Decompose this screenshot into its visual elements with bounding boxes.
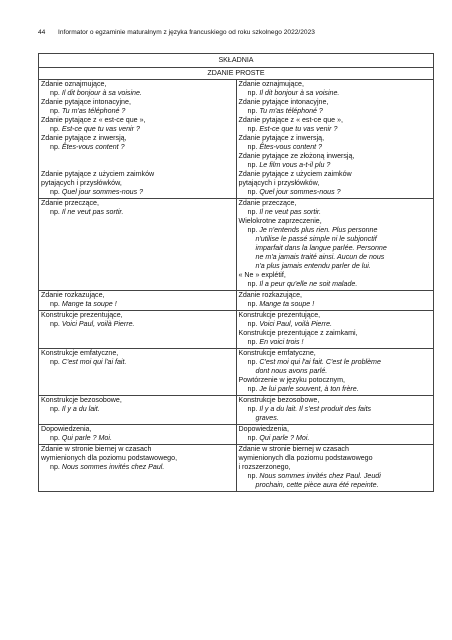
syntax-entry: [239, 116, 434, 134]
extended-level-cell: [236, 311, 434, 349]
category-label: Wielokrotne zaprzeczenie,: [238, 217, 322, 225]
example-line: np. Qui parle ? Moi.: [247, 434, 310, 442]
example-line: np. Il ne veut pas sortir.: [247, 208, 321, 216]
header-title: Informator o egzaminie maturalnym z języka francuskiego od roku szkolnego 2022/2023: [58, 29, 315, 36]
basic-level-cell: [39, 396, 237, 425]
syntax-entry: [239, 152, 434, 170]
basic-level-cell: [39, 199, 237, 291]
example-line: np. Je n'entends plus rien. Plus personne: [247, 226, 378, 234]
syntax-entry: [41, 396, 236, 414]
syntax-entry: [41, 425, 236, 443]
category-label: Zdanie oznajmujące,: [238, 80, 304, 88]
extended-level-cell: [236, 349, 434, 396]
example-line: graves.: [255, 414, 279, 422]
example-line: np. C'est moi qui l'ai fait.: [50, 358, 127, 366]
example-line: np. C'est moi qui l'ai fait. C'est le problème: [247, 358, 381, 366]
category-label: « Ne » explétif,: [238, 271, 286, 279]
syntax-entry: [41, 311, 236, 329]
basic-level-cell: [39, 311, 237, 349]
syntax-entry: [239, 134, 434, 152]
syntax-entry: [239, 445, 434, 490]
syntax-entry: [239, 80, 434, 98]
example-line: np. Êtes-vous content ?: [247, 143, 323, 151]
syntax-entry: [41, 291, 236, 309]
example-line: np. Mange ta soupe !: [247, 300, 315, 308]
extended-level-cell: [236, 396, 434, 425]
basic-level-cell: [39, 445, 237, 492]
syntax-table: [38, 53, 434, 492]
syntax-entry: [239, 217, 434, 271]
example-line: prochain, cette pièce aura été repeinte.: [255, 481, 379, 489]
table-row: [39, 80, 434, 199]
category-label: Zdanie pytające intonacyjne,: [238, 98, 329, 106]
basic-level-cell: [39, 291, 237, 311]
category-label: [41, 161, 236, 170]
basic-level-cell: [39, 349, 237, 396]
example-line: np. Tu m'as téléphoné ?: [50, 107, 126, 115]
syntax-entry: [239, 311, 434, 329]
extended-level-cell: [236, 199, 434, 291]
category-label: Zdanie pytające intonacyjne,: [41, 98, 131, 106]
category-label: Konstrukcje prezentujące,: [41, 311, 123, 319]
example-line: np. Est-ce que tu vas venir ?: [50, 125, 140, 133]
syntax-entry: [239, 98, 434, 116]
example-line: np. Nous sommes invités chez Paul. Jeudi: [247, 472, 381, 480]
category-label: Zdanie przeczące,: [238, 199, 297, 207]
example-line: np. Il dit bonjour à sa voisine.: [247, 89, 340, 97]
example-line: np. Nous sommes invités chez Paul.: [50, 463, 165, 471]
syntax-entry: [239, 425, 434, 443]
syntax-entry: [41, 445, 236, 472]
page-number: 44: [38, 29, 46, 36]
syntax-entry: [239, 199, 434, 217]
example-line: np. Il y a du lait. Il s'est produit des faits: [247, 405, 372, 413]
category-label: Konstrukcje bezosobowe,: [238, 396, 320, 404]
syntax-entry: [239, 396, 434, 423]
example-line: np. Voici Paul, voilà Pierre.: [247, 320, 333, 328]
extended-level-cell: [236, 80, 434, 199]
basic-level-cell: [39, 425, 237, 445]
category-label: [41, 152, 236, 161]
example-line: np. Il dit bonjour à sa voisine.: [50, 89, 142, 97]
category-label: Konstrukcje prezentujące z zaimkami,: [238, 329, 358, 337]
category-label: Zdanie przeczące,: [41, 199, 99, 207]
basic-level-cell: [39, 80, 237, 199]
example-line: np. En voici trois !: [247, 338, 304, 346]
example-line: np. Qui parle ? Moi.: [50, 434, 112, 442]
example-line: dont nous avons parlé.: [255, 367, 328, 375]
category-label: Zdanie pytające z użyciem zaimków: [238, 170, 352, 178]
table-row: [39, 396, 434, 425]
syntax-entry: [239, 170, 434, 197]
category-label: Zdanie rozkazujące,: [41, 291, 105, 299]
category-label: wymienionych dla poziomu podstawowego: [238, 454, 373, 462]
table-row: [39, 445, 434, 492]
category-label: wymienionych dla poziomu podstawowego,: [41, 454, 178, 462]
category-label: Zdanie pytające z inwersją,: [41, 134, 127, 142]
category-label: Konstrukcje prezentujące,: [238, 311, 321, 319]
syntax-entry: [41, 170, 236, 197]
category-label: Konstrukcje emfatyczne,: [41, 349, 119, 357]
table-row: [39, 425, 434, 445]
example-line: np. Il a peur qu'elle ne soit malade.: [247, 280, 358, 288]
category-label: Zdanie pytające z użyciem zaimków: [41, 170, 155, 178]
syntax-entry: [239, 291, 434, 309]
syntax-entry: [239, 376, 434, 394]
table-subtitle: ZDANIE PROSTE: [39, 68, 434, 80]
category-label: Zdanie pytające z inwersją,: [238, 134, 325, 142]
example-line: ne m'a jamais traité ainsi. Aucun de nous: [255, 253, 385, 261]
example-line: np. Il ne veut pas sortir.: [50, 208, 124, 216]
example-line: np. Est-ce que tu vas venir ?: [247, 125, 338, 133]
example-line: np. Mange ta soupe !: [50, 300, 117, 308]
example-line: np. Voici Paul, voilà Pierre.: [50, 320, 135, 328]
table-row: [39, 291, 434, 311]
syntax-entry: [239, 349, 434, 376]
category-label: Dopowiedzenia,: [238, 425, 289, 433]
category-label: Konstrukcje emfatyczne,: [238, 349, 316, 357]
category-label: pytających i przysłówków,: [238, 179, 320, 187]
example-line: imparfait dans la langue parlée. Personne: [255, 244, 387, 252]
extended-level-cell: [236, 445, 434, 492]
example-line: np. Êtes-vous content ?: [50, 143, 125, 151]
table-body: [39, 80, 434, 492]
category-label: Zdanie w stronie biernej w czasach: [41, 445, 152, 453]
syntax-entry: [41, 98, 236, 116]
syntax-entry: [239, 271, 434, 289]
example-line: n'utilise le passé simple ni le subjonctif: [255, 235, 377, 243]
example-line: np. Je lui parle souvent, à ton frère.: [247, 385, 359, 393]
syntax-entry: [41, 116, 236, 134]
table-row: [39, 349, 434, 396]
example-line: np. Le film vous a-t-il plu ?: [247, 161, 331, 169]
category-label: pytających i przysłówków,: [41, 179, 122, 187]
category-label: Zdanie pytające ze złożoną inwersją,: [238, 152, 355, 160]
extended-level-cell: [236, 291, 434, 311]
table-row: [39, 311, 434, 349]
category-label: Dopowiedzenia,: [41, 425, 92, 433]
syntax-entry: [239, 329, 434, 347]
table-row: [39, 199, 434, 291]
syntax-entry: [41, 152, 236, 170]
category-label: Zdanie rozkazujące,: [238, 291, 302, 299]
syntax-entry: [41, 349, 236, 367]
category-label: Zdanie pytające z « est-ce que »,: [41, 116, 146, 124]
category-label: i rozszerzonego,: [238, 463, 291, 471]
syntax-entry: [41, 134, 236, 152]
category-label: Konstrukcje bezosobowe,: [41, 396, 122, 404]
syntax-entry: [41, 199, 236, 217]
example-line: np. Il y a du lait.: [50, 405, 100, 413]
category-label: Zdanie pytające z « est-ce que »,: [238, 116, 343, 124]
page-header: [38, 29, 432, 36]
example-line: np. Quel jour sommes-nous ?: [247, 188, 341, 196]
category-label: Zdanie w stronie biernej w czasach: [238, 445, 349, 453]
syntax-entry: [41, 80, 236, 98]
category-label: Zdanie oznajmujące,: [41, 80, 107, 88]
example-line: np. Tu m'as téléphoné ?: [247, 107, 323, 115]
example-line: np. Quel jour sommes-nous ?: [50, 188, 144, 196]
extended-level-cell: [236, 425, 434, 445]
category-label: Powtórzenie w języku potocznym,: [238, 376, 345, 384]
example-line: n'a plus jamais entendu parler de lui.: [255, 262, 371, 270]
table-title: SKŁADNIA: [39, 54, 434, 68]
